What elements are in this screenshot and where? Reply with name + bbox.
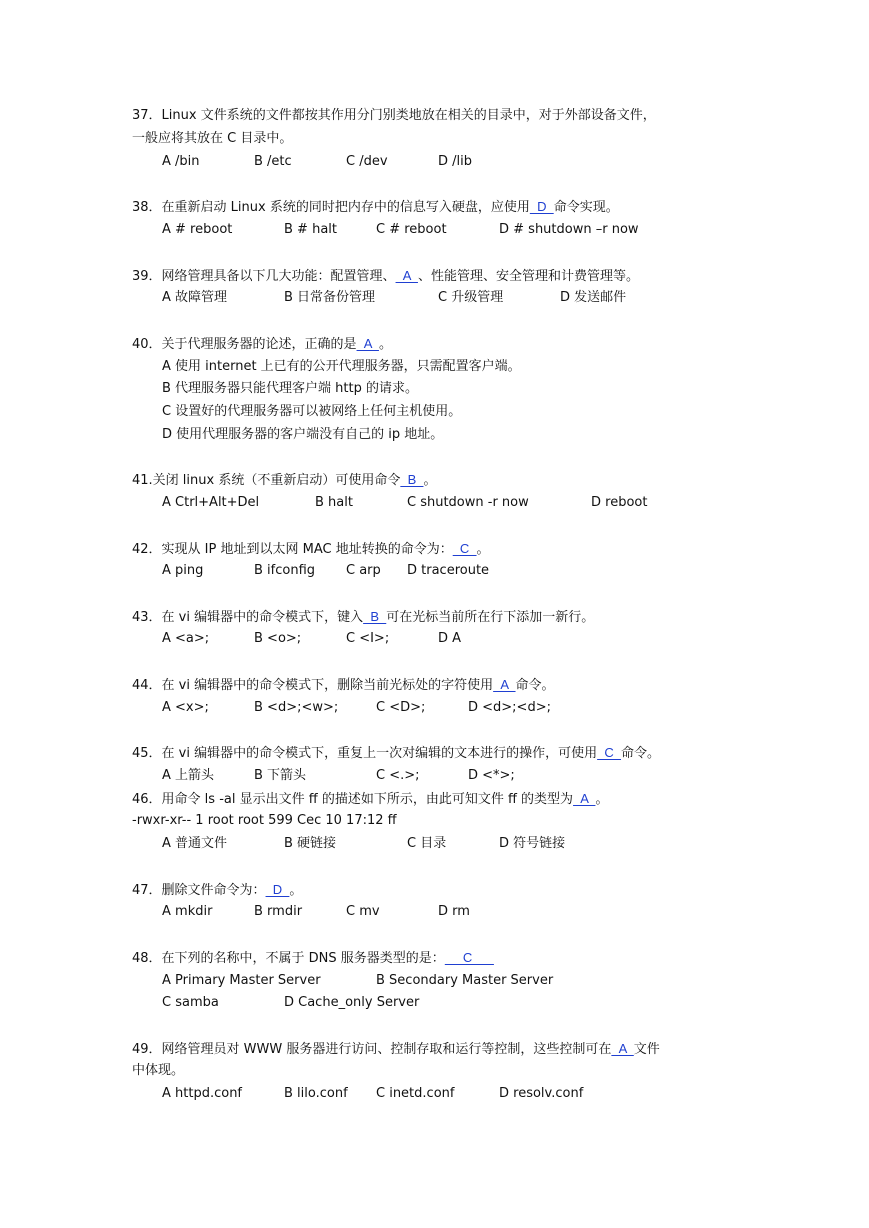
question-49-line-1 — [132, 1040, 660, 1058]
question-49-text: 49．网络管理员对 WWW 服务器进行访问、控制存取和运行等控制，这些控制可在 — [132, 1042, 612, 1057]
option-d: D /lib — [438, 154, 472, 169]
option-d: D A — [438, 631, 462, 646]
option-a: A mkdir — [162, 904, 213, 919]
question-47-text-post: 。 — [289, 883, 303, 898]
question-37-answer: C — [227, 131, 237, 146]
question-45-text-post: 命令。 — [620, 746, 660, 761]
option-b: B /etc — [254, 154, 292, 169]
question-40 — [132, 335, 392, 353]
question-40-option-b: B 代理服务器只能代理客户端 http 的请求。 — [162, 381, 419, 396]
question-41-text-post: 。 — [423, 473, 437, 488]
option-a: A 上箭头 — [162, 768, 215, 783]
option-c: C shutdown -r now — [407, 495, 529, 510]
question-38-answer: D — [529, 199, 554, 214]
question-42-text: 42．实现从 IP 地址到以太网 MAC 地址转换的命令为： — [132, 542, 453, 557]
question-37-text-pre: 一般应将其放在 — [132, 131, 228, 146]
option-d: D <*>; — [468, 768, 515, 783]
question-43-text: 43．在 vi 编辑器中的命令模式下，键入 — [132, 610, 364, 625]
option-a: A # reboot — [162, 222, 233, 237]
question-44 — [132, 676, 555, 694]
option-c: C <.>; — [376, 768, 420, 783]
question-44-answer: A — [493, 677, 516, 692]
option-d: D # shutdown –r now — [499, 222, 639, 237]
question-49-answer: A — [611, 1041, 634, 1056]
option-c: C /dev — [346, 154, 388, 169]
question-44-text-post: 命令。 — [515, 678, 555, 693]
option-a: A /bin — [162, 154, 200, 169]
option-d: D <d>;<d>; — [468, 700, 551, 715]
question-49-line-2: 中体现。 — [132, 1063, 185, 1078]
question-41-answer: B — [400, 472, 424, 487]
option-c: C inetd.conf — [376, 1086, 455, 1101]
option-b: B # halt — [284, 222, 337, 237]
question-39 — [132, 267, 639, 285]
option-b: B lilo.conf — [284, 1086, 348, 1101]
question-47-text: 47．删除文件命令为： — [132, 883, 266, 898]
option-c: C 升级管理 — [438, 290, 504, 305]
question-48 — [132, 949, 494, 967]
question-42-text-post: 。 — [476, 542, 490, 557]
option-c: C <I>; — [346, 631, 390, 646]
question-44-text: 44．在 vi 编辑器中的命令模式下，删除当前光标处的字符使用 — [132, 678, 494, 693]
option-d: D traceroute — [407, 563, 490, 578]
question-46-text-post: 。 — [595, 792, 609, 807]
question-46 — [132, 790, 608, 808]
option-a: A httpd.conf — [162, 1086, 243, 1101]
question-39-text: 39．网络管理具备以下几大功能：配置管理、 — [132, 269, 396, 284]
option-d: D resolv.conf — [499, 1086, 584, 1101]
question-45 — [132, 744, 660, 762]
question-40-option-a: A 使用 internet 上已有的公开代理服务器，只需配置客户端。 — [162, 359, 521, 374]
option-b: B <o>; — [254, 631, 302, 646]
question-43 — [132, 608, 594, 626]
option-d: D 符号链接 — [499, 836, 566, 851]
question-43-answer: B — [363, 609, 387, 624]
option-d: D rm — [438, 904, 470, 919]
question-38-text-post: 命令实现。 — [553, 200, 619, 215]
question-40-text: 40．关于代理服务器的论述，正确的是 — [132, 337, 357, 352]
option-b: B halt — [315, 495, 353, 510]
question-37-text-post: 目录中。 — [236, 131, 293, 146]
question-37-line-2 — [132, 130, 292, 148]
question-41-text: 41.关闭 linux 系统（不重新启动）可使用命令 — [132, 473, 401, 488]
option-b: B 下箭头 — [254, 768, 307, 783]
question-38 — [132, 198, 619, 216]
option-b: B 硬链接 — [284, 836, 337, 851]
option-a: A ping — [162, 563, 204, 578]
question-38-text: 38．在重新启动 Linux 系统的同时把内存中的信息写入硬盘，应使用 — [132, 200, 530, 215]
question-40-option-c: C 设置好的代理服务器可以被网络上任何主机使用。 — [162, 404, 462, 419]
option-d: D reboot — [591, 495, 648, 510]
question-37-line-1: 37．Linux 文件系统的文件都按其作用分门别类地放在相关的目录中，对于外部设备文件， — [132, 108, 656, 123]
question-48-text: 48．在下列的名称中，不属于 DNS 服务器类型的是： — [132, 951, 445, 966]
option-b: B 日常备份管理 — [284, 290, 376, 305]
question-46-text: 46．用命令 ls -al 显示出文件 ff 的描述如下所示，由此可知文件 ff 的类型为 — [132, 792, 574, 807]
option-a: A 普通文件 — [162, 836, 228, 851]
option-b: B ifconfig — [254, 563, 316, 578]
option-b: B rmdir — [254, 904, 303, 919]
question-39-text-post: 、性能管理、安全管理和计费管理等。 — [417, 269, 639, 284]
question-45-text: 45．在 vi 编辑器中的命令模式下，重复上一次对编辑的文本进行的操作，可使用 — [132, 746, 598, 761]
question-41 — [132, 471, 436, 489]
option-d: D Cache_only Server — [284, 995, 420, 1010]
option-a: A 故障管理 — [162, 290, 228, 305]
question-45-answer: C — [597, 745, 621, 760]
option-b: B <d>;<w>; — [254, 700, 339, 715]
option-c: C 目录 — [407, 836, 447, 851]
option-c: C <D>; — [376, 700, 426, 715]
question-49-text-post: 文件 — [633, 1042, 660, 1057]
option-d: D 发送邮件 — [560, 290, 627, 305]
question-46-answer: A — [573, 791, 596, 806]
option-a: A <x>; — [162, 700, 209, 715]
option-c: C samba — [162, 995, 219, 1010]
question-47-answer: D — [265, 882, 290, 897]
question-40-text-post: 。 — [378, 337, 392, 352]
question-47 — [132, 881, 302, 899]
question-39-answer: A — [395, 268, 418, 283]
question-46-listing: -rwxr-xr-- 1 root root 599 Cec 10 17:12 ff — [132, 813, 397, 828]
option-c: C arp — [346, 563, 381, 578]
option-a: A <a>; — [162, 631, 210, 646]
option-c: C mv — [346, 904, 380, 919]
option-a: A Primary Master Server — [162, 973, 321, 988]
question-40-option-d: D 使用代理服务器的客户端没有自己的 ip 地址。 — [162, 427, 444, 442]
option-a: A Ctrl+Alt+Del — [162, 495, 260, 510]
question-42 — [132, 540, 490, 558]
question-40-answer: A — [356, 336, 379, 351]
question-43-text-post: 可在光标当前所在行下添加一新行。 — [386, 610, 595, 625]
question-42-answer: C — [452, 541, 477, 556]
option-c: C # reboot — [376, 222, 447, 237]
option-b: B Secondary Master Server — [376, 973, 554, 988]
question-48-answer: C — [444, 950, 494, 965]
